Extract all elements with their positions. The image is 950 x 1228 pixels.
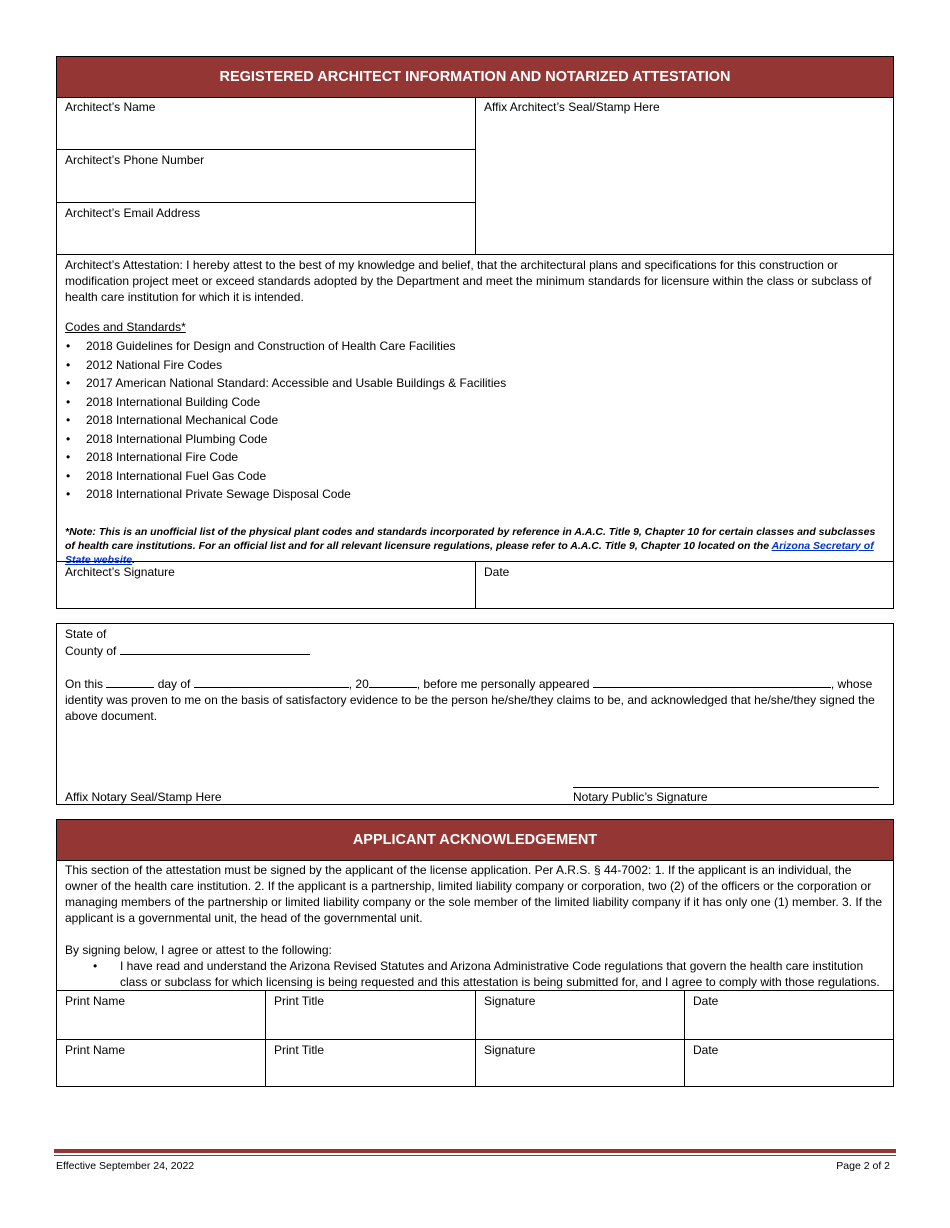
applicant-intro: This section of the attestation must be signed by the applicant of the license application. Per A.R.S. § 44-7002: 1. If the applicant is an individual, the owner of the health care institution. 2. If the applicant is a partnership, limited liability company or corporation, two (2) of the officers or the corporation or managing members of the partnership or limited liability company or the sole member of the limited liability company if it has only one (1) member. 3. If the applicant is a governmental unit, the head of the governmental unit.: [65, 863, 883, 925]
signature-field-2[interactable]: Signature: [476, 1039, 685, 1086]
notary-signature-label: Notary Public’s Signature: [573, 790, 708, 804]
month-blank[interactable]: [194, 676, 349, 688]
arizona-sos-link[interactable]: Arizona Secretary of State website: [65, 539, 874, 566]
day-blank[interactable]: [106, 676, 154, 688]
list-item: • 2018 International Private Sewage Disposal Code: [65, 485, 885, 504]
list-item: • 2012 National Fire Codes: [65, 356, 885, 375]
architect-attestation: [57, 254, 893, 566]
list-item: • 2018 International Fire Code: [65, 448, 885, 467]
list-item: • 2018 International Plumbing Code: [65, 430, 885, 449]
list-item: • 2018 International Fuel Gas Code: [65, 467, 885, 486]
notary-section: [56, 623, 894, 805]
bullet-icon: •: [66, 450, 71, 464]
architect-section-header: REGISTERED ARCHITECT INFORMATION AND NOTARIZED ATTESTATION: [57, 57, 893, 98]
applicant-section-header: APPLICANT ACKNOWLEDGEMENT: [57, 820, 893, 861]
list-item: • 2018 Guidelines for Design and Construction of Health Care Facilities: [65, 337, 885, 356]
agreement-text: I have read and understand the Arizona Revised Statutes and Arizona Administrative Code regulations that govern the health care institution class or subclass for which licensing is being requested and this attestation is being submitted for, and I agree to comply with those regulations.: [120, 959, 880, 989]
notary-statement: On this day of , 20 , before me personally appeared , whose identity was proven to me on the basis of satisfactory evidence to be the person he/she/they claims to be, and acknowledged that he/she/they signed the above document.: [65, 677, 875, 723]
architect-phone-field[interactable]: [57, 149, 476, 202]
architect-date-field[interactable]: [476, 561, 893, 608]
footer-rule-thin: [54, 1155, 896, 1156]
county-blank[interactable]: [120, 643, 310, 655]
architect-signature-field[interactable]: [57, 561, 476, 608]
applicant-body: [57, 860, 893, 990]
bullet-icon: •: [66, 487, 71, 501]
architect-seal-label: Affix Architect’s Seal/Stamp Here: [484, 100, 660, 114]
codes-list: [65, 337, 885, 504]
bullet-icon: •: [66, 376, 71, 390]
bullet-icon: •: [66, 468, 71, 483]
architect-email-label: Architect’s Email Address: [65, 206, 201, 220]
bullet-icon: •: [93, 959, 98, 973]
notary-body: [57, 624, 893, 804]
footer-rule-thick: [54, 1149, 896, 1153]
county-of-line: County of: [65, 643, 885, 659]
notary-seal-label: Affix Notary Seal/Stamp Here: [65, 790, 222, 804]
list-item: • 2018 International Mechanical Code: [65, 411, 885, 430]
footer-effective-date: Effective September 24, 2022: [56, 1160, 195, 1172]
footer-page-number: Page 2 of 2: [836, 1160, 890, 1172]
architect-name-label: Architect’s Name: [65, 100, 156, 114]
list-item: • 2018 International Building Code: [65, 393, 885, 412]
list-item: • 2017 American National Standard: Accessible and Usable Buildings & Facilities: [65, 374, 885, 393]
architect-section: [56, 56, 894, 609]
appeared-name-blank[interactable]: [593, 676, 831, 688]
architect-date-label: Date: [484, 565, 510, 579]
notary-signature-line[interactable]: [573, 787, 879, 788]
bullet-icon: •: [66, 431, 71, 446]
date-field-2[interactable]: Date: [685, 1039, 893, 1086]
date-field-1[interactable]: Date: [685, 990, 893, 1039]
codes-note: *Note: This is an unofficial list of the physical plant codes and standards incorporated by reference in A.A.C. Title 9, Chapter 10 for certain classes and subclasses of health care institutions. For an official list and for all relevant licensure regulations, please refer to A.A.C. Title 9, Chapter 10 located on the Arizona Secretary of State website.: [65, 525, 876, 566]
state-of-label: State of: [65, 627, 107, 641]
signature-field-1[interactable]: Signature: [476, 990, 685, 1039]
print-title-field-2[interactable]: Print Title: [266, 1039, 476, 1086]
architect-phone-label: Architect’s Phone Number: [65, 153, 205, 167]
year-blank[interactable]: [369, 676, 417, 688]
architect-name-field[interactable]: [57, 97, 476, 150]
bullet-icon: •: [66, 394, 71, 409]
bullet-icon: •: [66, 357, 71, 372]
attestation-text: Architect’s Attestation: I hereby attest to the best of my knowledge and belief, that the architectural plans and specifications for this construction or modification project meet or exceed standards adopted by the Department and meet the minimum standards for licensure within the class or subclass of health care institution for which it is intended.: [65, 258, 872, 304]
print-title-field-1[interactable]: Print Title: [266, 990, 476, 1039]
print-name-field-1[interactable]: Print Name: [57, 990, 266, 1039]
architect-seal-area[interactable]: [476, 97, 893, 254]
bullet-icon: •: [66, 339, 71, 353]
codes-heading: Codes and Standards*: [65, 320, 186, 334]
print-name-field-2[interactable]: Print Name: [57, 1039, 266, 1086]
bullet-icon: •: [66, 413, 71, 427]
architect-email-field[interactable]: [57, 202, 476, 254]
by-signing-text: By signing below, I agree or attest to the following:: [65, 943, 332, 957]
applicant-section: [56, 819, 894, 1087]
architect-signature-label: Architect’s Signature: [65, 565, 175, 579]
agreement-item: [65, 958, 885, 990]
